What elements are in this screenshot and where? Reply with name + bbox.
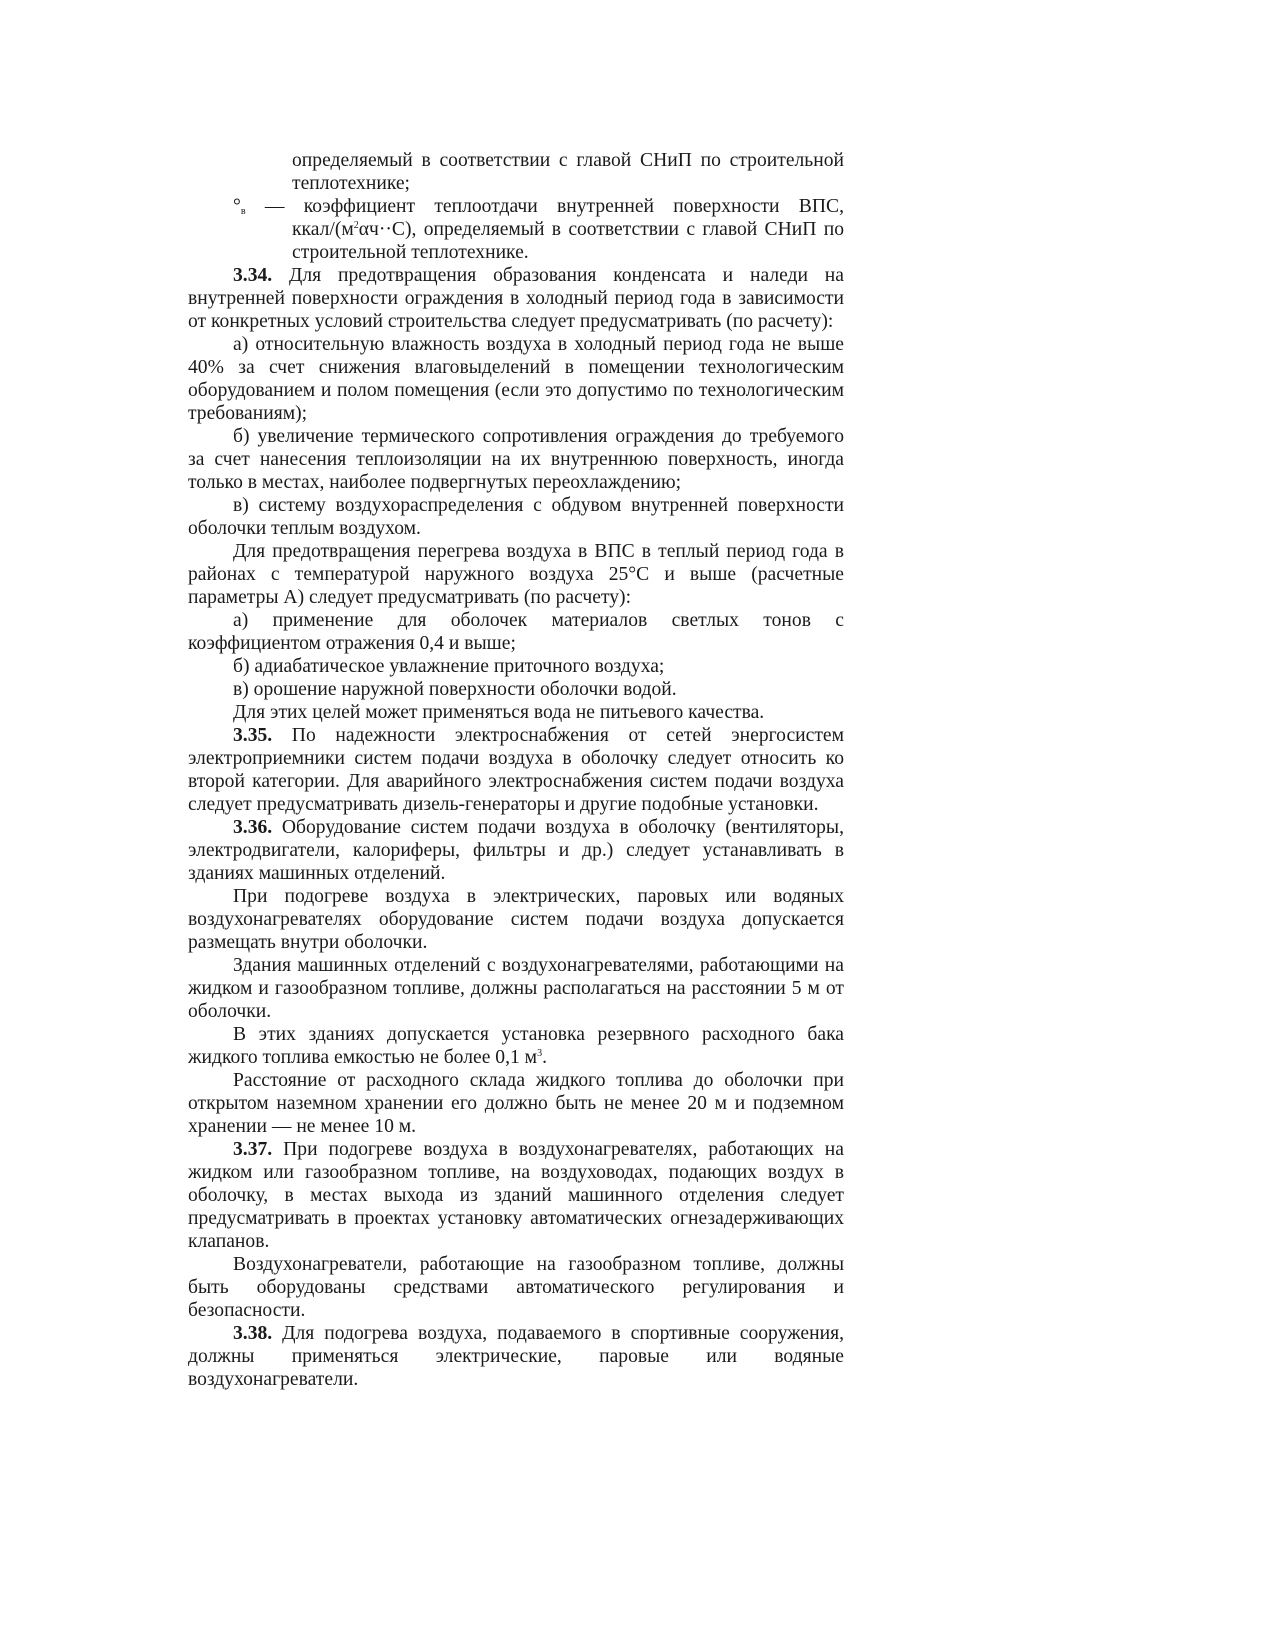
section-3-34-intro: [188, 264, 844, 333]
definition-alpha: [233, 195, 844, 264]
section-3-38: [188, 1322, 844, 1391]
section-number-3-34: 3.34.: [233, 265, 273, 286]
section-3-36-p5: Расстояние от расходного склада жидкого топлива до оболочки при открытом наземном хранении его должно быть не менее 20 м и подземном хранении — не менее 10 м.: [188, 1070, 844, 1137]
section-3-34-water: Для этих целей может применяться вода не питьевого качества.: [233, 702, 765, 723]
definition-continuation-text: определяемый в соответствии с главой СНиП по строительной теплотехнике;: [292, 150, 844, 194]
section-3-34-item-a: а) относительную влажность воздуха в холодный период года не выше 40% за счет снижения влаговыделений в помещении технологическим оборудованием и полом помещения (если это допустимо по технологическим требованиям);: [188, 334, 844, 424]
section-3-37-text: При подогреве воздуха в воздухонагревателях, работающих на жидком или газообразном топливе, на воздуховодах, подающих воздух в оболочку, в местах выхода из зданий машинного отделения следует предусматривать в проектах установку автоматических огнезадерживающих клапанов.: [188, 1139, 844, 1252]
section-3-34-text: Для предотвращения образования конденсата и наледи на внутренней поверхности ограждения в холодный период года в зависимости от конкретных условий строительства следует предусматривать (по расчету):: [188, 265, 844, 332]
section-3-34-item-b: б) увеличение термического сопротивления ограждения до требуемого за счет нанесения теплоизоляции на их внутреннюю поверхность, иногда только в местах, наиболее подвергнутых переохлаждению;: [188, 426, 844, 493]
section-3-35: [188, 724, 844, 816]
alpha-text-b: αч··С), определяемый в соответствии с главой СНиП по строительной теплотехнике.: [292, 219, 844, 263]
section-3-36-p2: При подогреве воздуха в электрических, паровых или водяных воздухонагревателях оборудование систем подачи воздуха допускается размещать внутри оболочки.: [188, 886, 844, 953]
section-3-34-overheat: Для предотвращения перегрева воздуха в ВПС в теплый период года в районах с температурой наружного воздуха 25°С и выше (расчетные параметры А) следует предусматривать (по расчету):: [188, 541, 844, 608]
section-3-34-overheat-b: б) адиабатическое увлажнение приточного воздуха;: [233, 656, 665, 677]
alpha-symbol: °: [233, 196, 241, 217]
alpha-superscript: 2: [353, 220, 359, 231]
section-3-34-overheat-c: в) орошение наружной поверхности оболочки водой.: [233, 679, 677, 700]
section-3-35-text: По надежности электроснабжения от сетей энергосистем электроприемники систем подачи воздуха в оболочку следует относить ко второй категории. Для аварийного электроснабжения систем подачи воздуха следует предусматривать дизель-генераторы и другие подобные установки.: [188, 725, 844, 815]
section-3-37: [188, 1138, 844, 1253]
definition-continuation: [292, 149, 844, 195]
alpha-text-a: — коэффициент теплоотдачи внутренней поверхности ВПС, ккал/(м: [245, 196, 844, 240]
section-3-36-text: Оборудование систем подачи воздуха в оболочку (вентиляторы, электродвигатели, калориферы, фильтры и др.) следует устанавливать в зданиях машинных отделений.: [188, 817, 844, 884]
section-3-38-text: Для подогрева воздуха, подаваемого в спортивные сооружения, должны применяться электрические, паровые или водяные воздухонагреватели.: [188, 1323, 844, 1390]
section-number-3-38: 3.38.: [233, 1323, 273, 1344]
section-3-36-p4-end: .: [542, 1047, 547, 1068]
section-3-34-overheat-a: а) применение для оболочек материалов светлых тонов с коэффициентом отражения 0,4 и выше;: [188, 610, 844, 654]
section-3-36-p3: Здания машинных отделений с воздухонагревателями, работающими на жидком и газообразном топливе, должны располагаться на расстоянии 5 м от оболочки.: [188, 955, 844, 1022]
section-3-36: [188, 816, 844, 885]
section-3-36-p4-text: В этих зданиях допускается установка резервного расходного бака жидкого топлива емкостью не более 0,1 м: [188, 1024, 844, 1068]
section-number-3-37: 3.37.: [233, 1139, 273, 1160]
section-3-34-item-c: в) систему воздухораспределения с обдувом внутренней поверхности оболочки теплым воздухом.: [188, 495, 844, 539]
section-3-36-p4: [188, 1023, 844, 1069]
document-page: [188, 149, 844, 1391]
alpha-subscript: в: [240, 206, 246, 217]
cubic-superscript: 3: [537, 1048, 543, 1059]
section-number-3-35: 3.35.: [233, 725, 273, 746]
section-3-37-p2: Воздухонагреватели, работающие на газообразном топливе, должны быть оборудованы средствами автоматического регулирования и безопасности.: [188, 1254, 844, 1321]
section-number-3-36: 3.36.: [233, 817, 273, 838]
